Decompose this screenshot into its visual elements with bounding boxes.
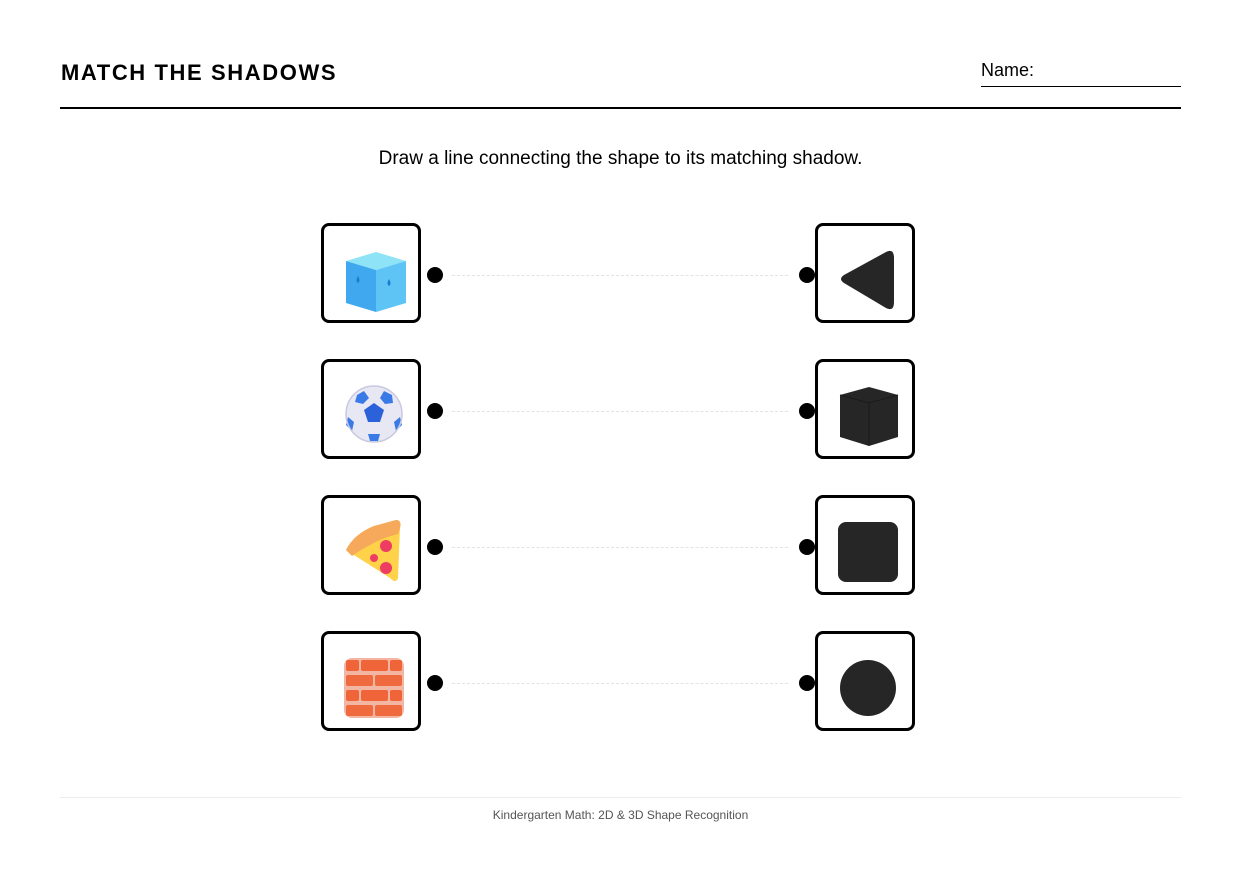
triangle-shadow-icon bbox=[818, 226, 912, 320]
left-dot-2[interactable] bbox=[427, 403, 443, 419]
brick-icon bbox=[324, 634, 418, 728]
right-dot-1[interactable] bbox=[799, 267, 815, 283]
left-card-2[interactable] bbox=[321, 359, 421, 459]
right-card-4[interactable] bbox=[815, 631, 915, 731]
left-card-4[interactable] bbox=[321, 631, 421, 731]
right-card-3[interactable] bbox=[815, 495, 915, 595]
right-dot-4[interactable] bbox=[799, 675, 815, 691]
guide-line-3 bbox=[452, 547, 788, 548]
guide-line-2 bbox=[452, 411, 788, 412]
name-line[interactable] bbox=[981, 86, 1181, 87]
left-dot-4[interactable] bbox=[427, 675, 443, 691]
circle-shadow-icon bbox=[818, 634, 912, 728]
right-card-2[interactable] bbox=[815, 359, 915, 459]
right-dot-3[interactable] bbox=[799, 539, 815, 555]
soccer-ball-icon bbox=[324, 362, 418, 456]
worksheet-title: MATCH THE SHADOWS bbox=[61, 60, 338, 85]
footer-text: Kindergarten Math: 2D & 3D Shape Recognition bbox=[492, 808, 749, 822]
square-shadow-icon bbox=[818, 498, 912, 592]
name-label: Name: bbox=[981, 60, 1035, 80]
left-dot-3[interactable] bbox=[427, 539, 443, 555]
ice-cube-icon bbox=[324, 226, 418, 320]
cube-shadow-icon bbox=[818, 362, 912, 456]
guide-line-4 bbox=[452, 683, 788, 684]
right-card-1[interactable] bbox=[815, 223, 915, 323]
guide-line-1 bbox=[452, 275, 788, 276]
left-card-3[interactable] bbox=[321, 495, 421, 595]
left-dot-1[interactable] bbox=[427, 267, 443, 283]
left-card-1[interactable] bbox=[321, 223, 421, 323]
instruction-text: Draw a line connecting the shape to its matching shadow. bbox=[378, 148, 863, 169]
pizza-slice-icon bbox=[324, 498, 418, 592]
header-divider bbox=[60, 107, 1181, 109]
right-dot-2[interactable] bbox=[799, 403, 815, 419]
footer-divider bbox=[60, 797, 1181, 798]
